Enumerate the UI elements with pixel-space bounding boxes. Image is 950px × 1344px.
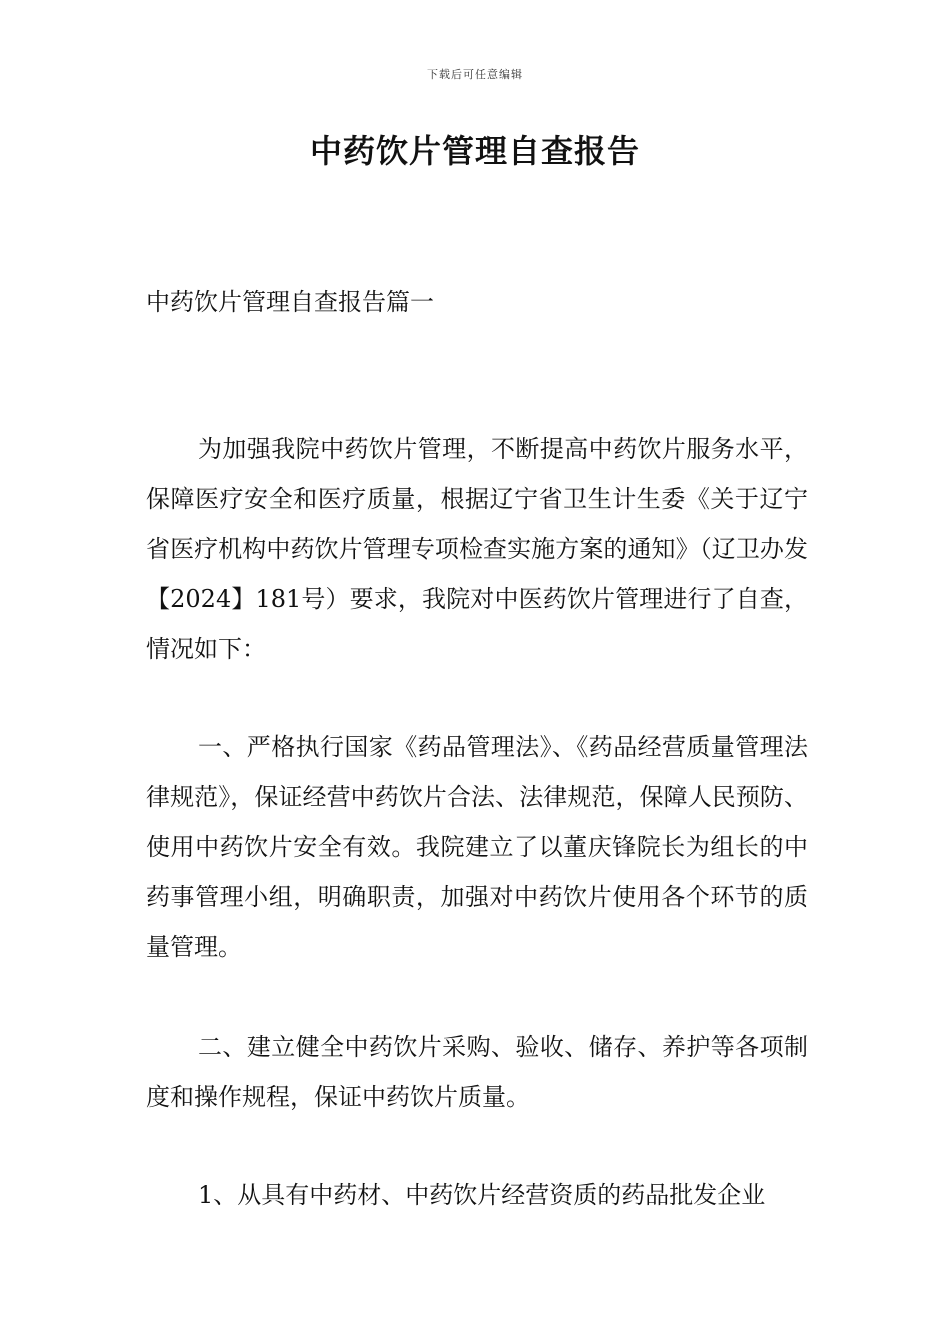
- paragraph-intro: 为加强我院中药饮片管理，不断提高中药饮片服务水平，保障医疗安全和医疗质量，根据辽宁省卫生计生委《关于辽宁省医疗机构中药饮片管理专项检查实施方案的通知》（辽卫办发【2024】181号）要求，我院对中医药饮片管理进行了自查，情况如下：: [146, 435, 808, 663]
- paragraph-subpoint-one: 1、从具有中药材、中药饮片经营资质的药品批发企业: [198, 1181, 766, 1209]
- document-title: 中药饮片管理自查报告: [309, 132, 640, 170]
- header-note: 下载后可任意编辑: [427, 68, 523, 81]
- section-heading: 中药饮片管理自查报告篇一: [146, 288, 434, 316]
- paragraph-point-two: 二、建立健全中药饮片采购、验收、储存、养护等各项制度和操作规程，保证中药饮片质量。: [146, 1033, 808, 1111]
- paragraph-point-one: 一、严格执行国家《药品管理法》、《药品经营质量管理法律规范》，保证经营中药饮片合法、法律规范，保障人民预防、使用中药饮片安全有效。我院建立了以董庆锋院长为组长的中药事管理小组，明确职责，加强对中药饮片使用各个环节的质量管理。: [146, 733, 808, 961]
